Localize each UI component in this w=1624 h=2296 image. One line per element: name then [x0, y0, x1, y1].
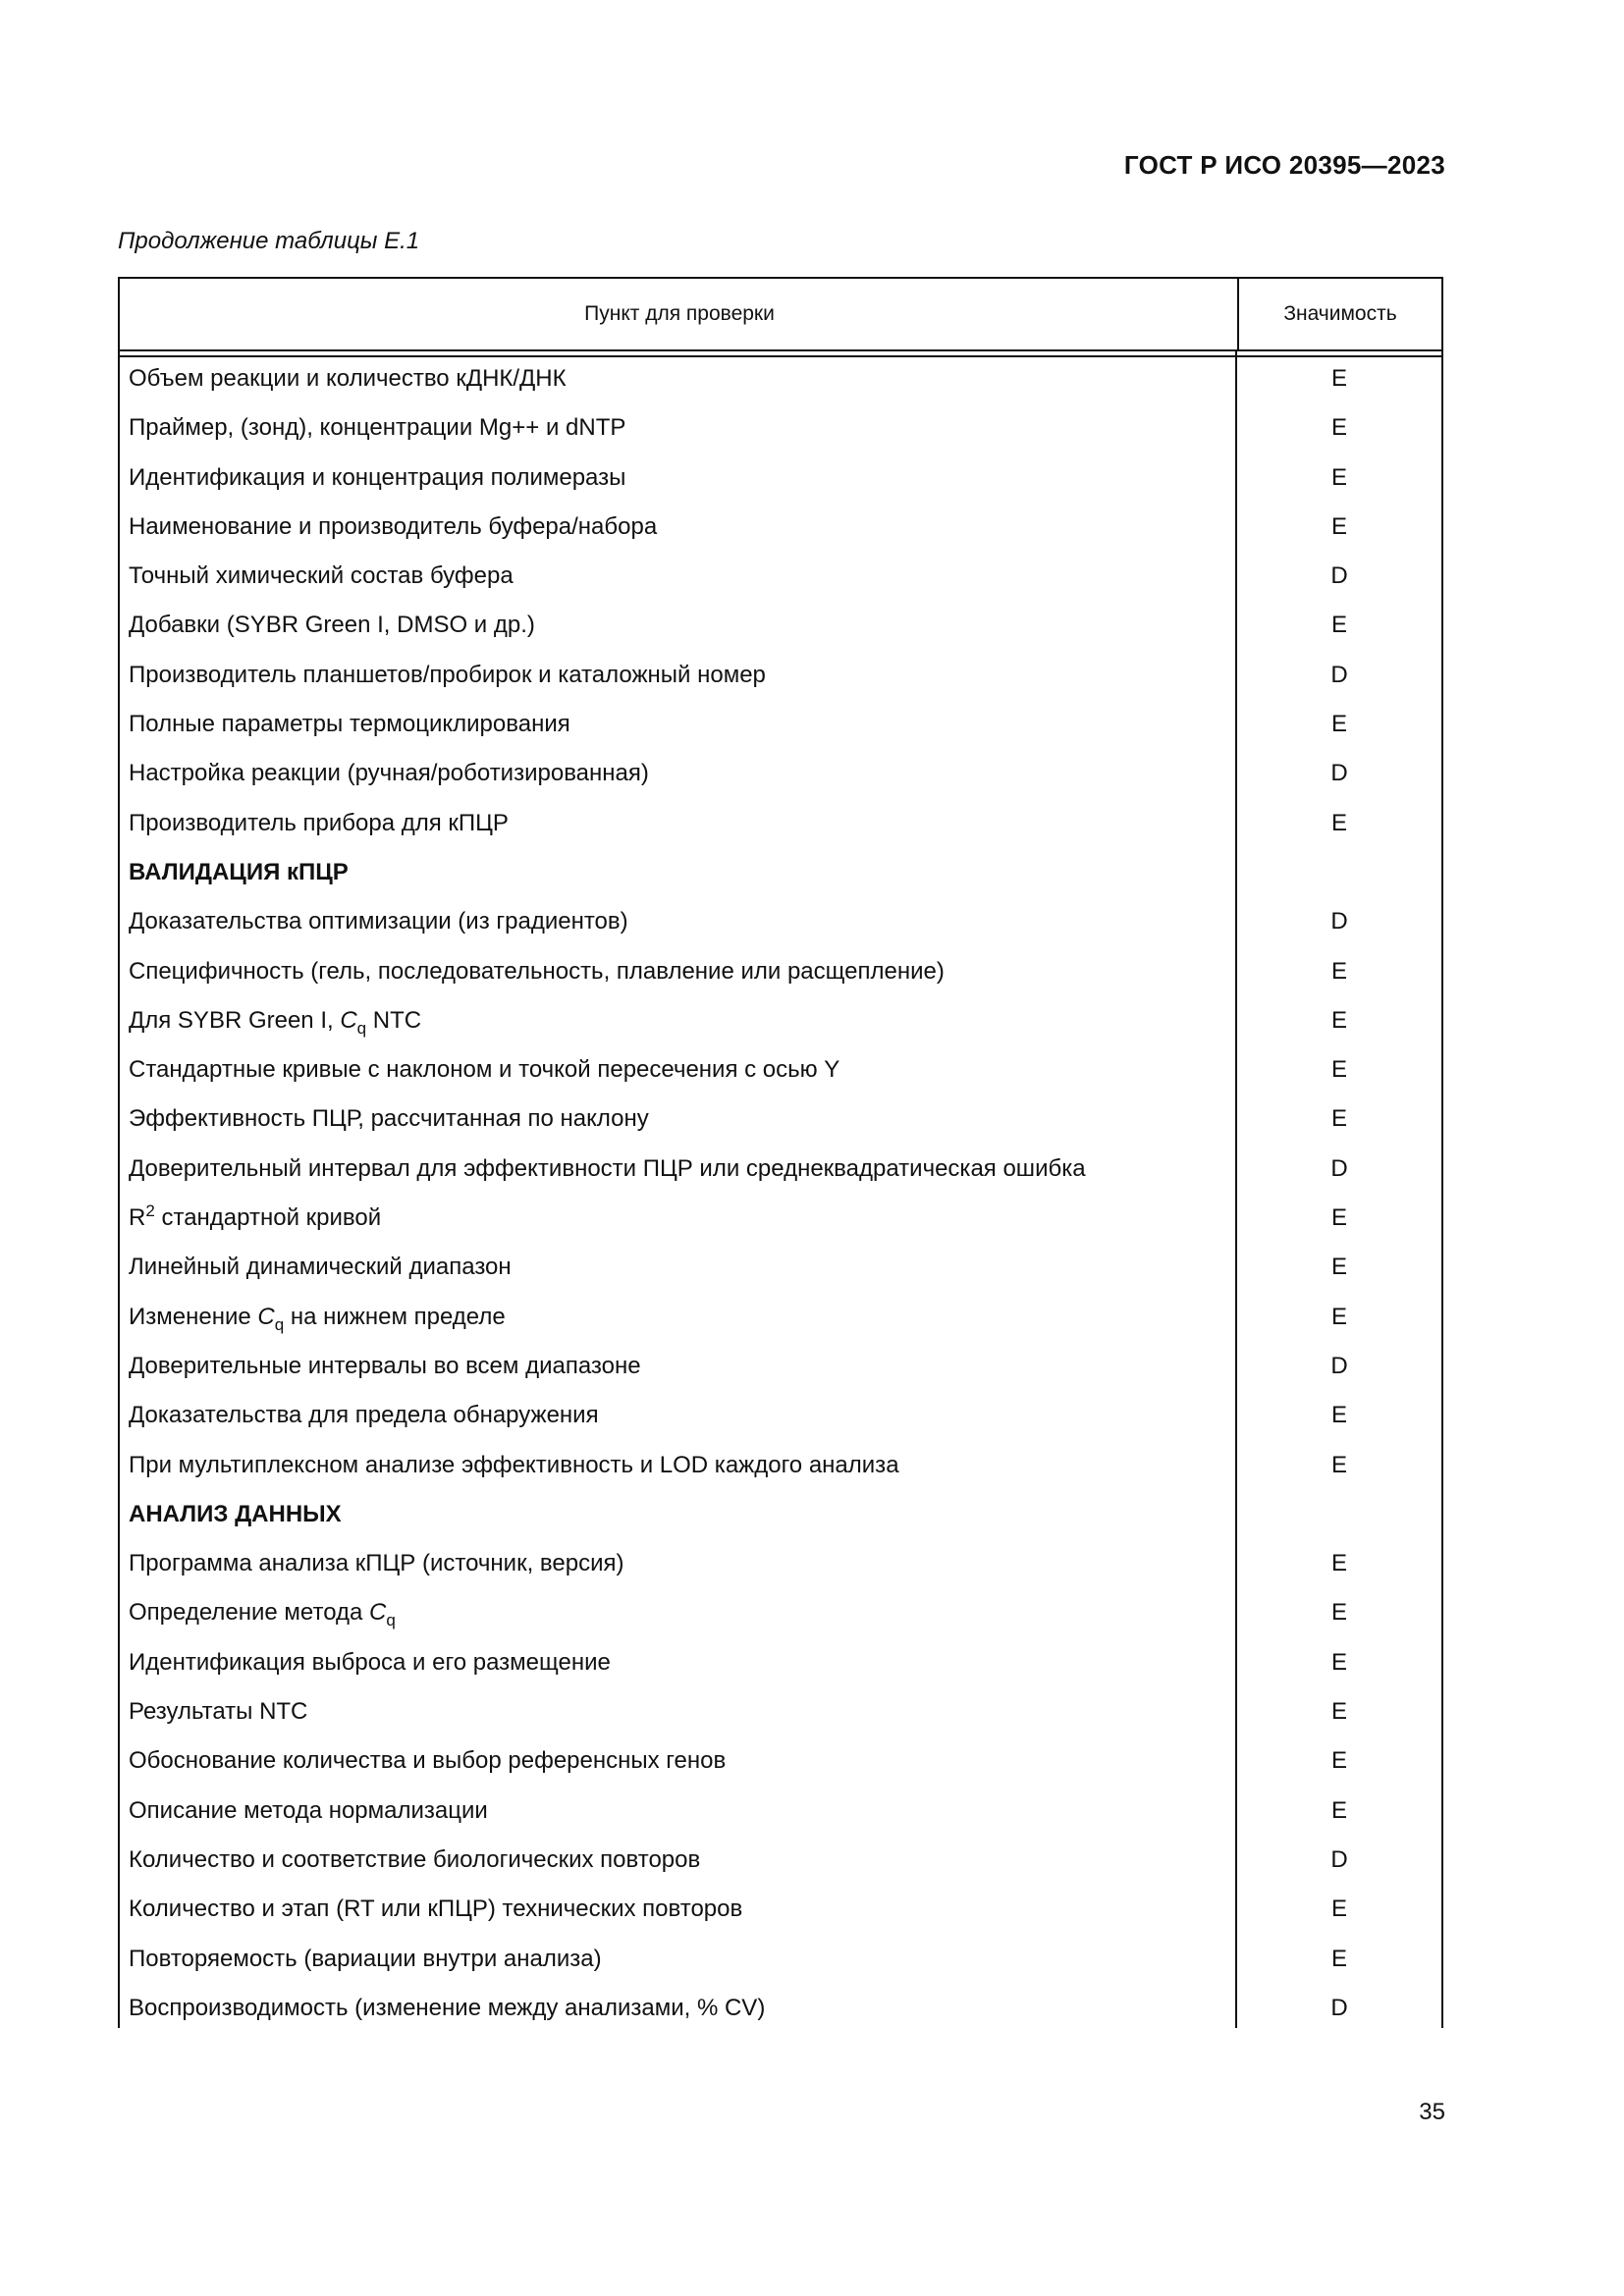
- check-item: [129, 1749, 1228, 1798]
- variable-symbol: C: [257, 1303, 275, 1330]
- table-row: [118, 1255, 1443, 1305]
- significance-cell: Е: [1330, 1006, 1347, 1034]
- significance-cell: Е: [1330, 1747, 1347, 1775]
- significance-cell: Е: [1330, 414, 1347, 442]
- check-item: [129, 1352, 1228, 1404]
- check-item: [129, 1796, 1228, 1848]
- significance-cell: D: [1330, 661, 1348, 688]
- item-text: Воспроизводимость (изменение между анализами, % CV): [129, 1994, 766, 2021]
- significance-cell: Е: [1330, 1796, 1347, 1824]
- significance-cell: D: [1330, 908, 1348, 935]
- item-text: Доказательства оптимизации (из градиентов): [129, 908, 628, 935]
- significance-cell: Е: [1330, 1254, 1347, 1281]
- table-row: [118, 1058, 1443, 1107]
- significance-cell: Е: [1330, 957, 1347, 985]
- table-row: [118, 1601, 1443, 1650]
- significance-cell: Е: [1330, 711, 1347, 738]
- item-text: При мультиплексном анализе эффективность и LOD каждого анализа: [129, 1451, 899, 1478]
- item-text: Объем реакции и количество кДНК/ДНК: [129, 365, 567, 392]
- table-row: [118, 1945, 1443, 1997]
- table-row: [118, 1154, 1443, 1206]
- section-heading-row: [118, 1500, 1443, 1552]
- significance-cell: Е: [1330, 1896, 1347, 1923]
- check-item: [129, 1700, 1228, 1749]
- check-item: [129, 463, 1228, 515]
- item-text: Количество и соответствие биологических повторов: [129, 1845, 701, 1873]
- column-header-item: Пункт для проверки: [584, 302, 775, 325]
- item-text: АНАЛИЗ ДАННЫХ: [129, 1500, 342, 1527]
- check-item: [129, 1994, 1228, 2046]
- significance-cell: Е: [1330, 809, 1347, 836]
- table-row: [118, 1404, 1443, 1453]
- item-text: ВАЛИДАЦИЯ кПЦР: [129, 858, 349, 885]
- subscript: q: [386, 1611, 396, 1630]
- significance-cell: Е: [1330, 463, 1347, 491]
- table-row: [118, 1201, 1443, 1255]
- item-text: Количество и этап (RT или кПЦР) технических повторов: [129, 1896, 743, 1923]
- significance-cell: Е: [1330, 365, 1347, 392]
- header-double-rule: [118, 355, 1443, 357]
- item-text: Доказательства для предела обнаружения: [129, 1402, 599, 1429]
- check-item: [129, 512, 1228, 564]
- item-text: Доверительный интервал для эффективности ПЦР или среднеквадратическая ошибка: [129, 1154, 1086, 1182]
- item-text: Праймер, (зонд), концентрации Mg++ и dNTP: [129, 414, 626, 442]
- check-item: [129, 1404, 1228, 1453]
- check-item: [129, 1154, 1228, 1206]
- significance-cell: Е: [1330, 1402, 1347, 1429]
- check-item: [129, 1945, 1228, 1997]
- subscript: q: [274, 1314, 285, 1334]
- significance-cell: D: [1330, 1845, 1348, 1873]
- significance-cell: Е: [1330, 1550, 1347, 1577]
- item-text: Добавки (SYBR Green I, DMSO и др.): [129, 612, 535, 639]
- table-row: [118, 1303, 1443, 1355]
- check-item: [129, 661, 1228, 713]
- table-row: [118, 762, 1443, 811]
- table-row: [118, 512, 1443, 564]
- table-row: [118, 1648, 1443, 1700]
- item-text-suffix: стандартной кривой: [154, 1204, 382, 1232]
- item-text: Для SYBR Green I,: [129, 1006, 341, 1034]
- table-row: [118, 1700, 1443, 1749]
- variable-symbol: C: [340, 1006, 357, 1034]
- check-item: [129, 1845, 1228, 1897]
- check-item: [129, 1552, 1228, 1601]
- check-item: [129, 910, 1228, 959]
- item-text: Точный химический состав буфера: [129, 562, 514, 590]
- table-row: [118, 661, 1443, 713]
- item-text: Идентификация выброса и его размещение: [129, 1648, 611, 1676]
- checklist-table: [118, 277, 1443, 2028]
- table-row: [118, 1845, 1443, 1897]
- table-row: [118, 564, 1443, 614]
- check-item: [129, 1255, 1228, 1305]
- item-text: Линейный динамический диапазон: [129, 1254, 512, 1281]
- check-item: [129, 1601, 1228, 1650]
- document-header: ГОСТ Р ИСО 20395—2023: [1123, 150, 1445, 180]
- significance-cell: Е: [1330, 1451, 1347, 1478]
- item-text: Наименование и производитель буфера/набора: [129, 512, 658, 540]
- check-item: [129, 713, 1228, 762]
- significance-cell: Е: [1330, 1945, 1347, 1972]
- column-header-significance: Значимость: [1283, 302, 1397, 325]
- section-heading: [129, 1500, 1228, 1552]
- item-text: R: [129, 1204, 146, 1232]
- significance-cell: D: [1330, 1352, 1348, 1379]
- item-text: Стандартные кривые с наклоном и точкой пересечения с осью Y: [129, 1056, 840, 1084]
- table-row: [118, 367, 1443, 416]
- check-item: [129, 809, 1228, 861]
- significance-cell: D: [1330, 1154, 1348, 1182]
- item-text: Программа анализа кПЦР (источник, версия): [129, 1550, 624, 1577]
- item-text: Идентификация и концентрация полимеразы: [129, 463, 626, 491]
- significance-cell: D: [1330, 760, 1348, 787]
- table-caption: Продолжение таблицы Е.1: [118, 228, 420, 254]
- check-item: [129, 614, 1228, 663]
- item-text: Результаты NTC: [129, 1698, 308, 1726]
- significance-cell: Е: [1330, 1303, 1347, 1330]
- table-row: [118, 614, 1443, 663]
- table-row: [118, 1352, 1443, 1404]
- significance-cell: Е: [1330, 1599, 1347, 1627]
- check-item: [129, 762, 1228, 811]
- significance-cell: Е: [1330, 1698, 1347, 1726]
- table-row: [118, 713, 1443, 762]
- item-text: Производитель планшетов/пробирок и каталожный номер: [129, 661, 766, 688]
- check-item: [129, 1648, 1228, 1700]
- table-row: [118, 910, 1443, 959]
- table-body: [118, 367, 1443, 2046]
- significance-cell: Е: [1330, 1105, 1347, 1133]
- table-row: [118, 1006, 1443, 1058]
- item-text: Специфичность (гель, последовательность, плавление или расщепление): [129, 957, 945, 985]
- table-row: [118, 1994, 1443, 2046]
- table-row: [118, 416, 1443, 465]
- check-item: [129, 1451, 1228, 1503]
- item-text: Доверительные интервалы во всем диапазоне: [129, 1352, 641, 1379]
- table-row: [118, 1552, 1443, 1601]
- significance-cell: Е: [1330, 1204, 1347, 1232]
- item-text: Описание метода нормализации: [129, 1796, 488, 1824]
- check-item: [129, 1006, 1228, 1058]
- table-row: [118, 1107, 1443, 1156]
- significance-cell: D: [1330, 1994, 1348, 2021]
- significance-cell: Е: [1330, 1056, 1347, 1084]
- variable-symbol: C: [369, 1599, 387, 1627]
- check-item: [129, 1058, 1228, 1107]
- superscript: 2: [145, 1201, 155, 1221]
- table-row: [118, 1749, 1443, 1798]
- check-item: [129, 416, 1228, 465]
- check-item: [129, 1897, 1228, 1947]
- check-item: [129, 564, 1228, 614]
- item-text: Эффективность ПЦР, рассчитанная по наклону: [129, 1105, 649, 1133]
- table-row: [118, 1796, 1443, 1848]
- item-text: Определение метода: [129, 1599, 370, 1627]
- item-text: Обоснование количества и выбор референсных генов: [129, 1747, 727, 1775]
- item-text: Производитель прибора для кПЦР: [129, 809, 509, 836]
- check-item: [129, 1201, 1228, 1255]
- item-text-suffix: на нижнем пределе: [284, 1303, 506, 1330]
- check-item: [129, 1107, 1228, 1156]
- significance-cell: Е: [1330, 512, 1347, 540]
- significance-cell: Е: [1330, 1648, 1347, 1676]
- page-number: 35: [1419, 2099, 1445, 2125]
- table-row: [118, 957, 1443, 1009]
- item-text-suffix: NTC: [366, 1006, 422, 1034]
- section-heading-row: [118, 858, 1443, 910]
- table-row: [118, 809, 1443, 861]
- subscript: q: [356, 1018, 367, 1038]
- item-text: Повторяемость (вариации внутри анализа): [129, 1945, 602, 1972]
- item-text: Настройка реакции (ручная/роботизированная): [129, 760, 649, 787]
- significance-cell: Е: [1330, 612, 1347, 639]
- table-row: [118, 1897, 1443, 1947]
- table-header: [118, 277, 1443, 351]
- table-row: [118, 463, 1443, 515]
- section-heading: [129, 858, 1228, 910]
- item-text: Полные параметры термоциклирования: [129, 711, 570, 738]
- item-text: Изменение: [129, 1303, 258, 1330]
- table-row: [118, 1451, 1443, 1503]
- significance-cell: D: [1330, 562, 1348, 590]
- check-item: [129, 957, 1228, 1009]
- check-item: [129, 1303, 1228, 1355]
- check-item: [129, 367, 1228, 416]
